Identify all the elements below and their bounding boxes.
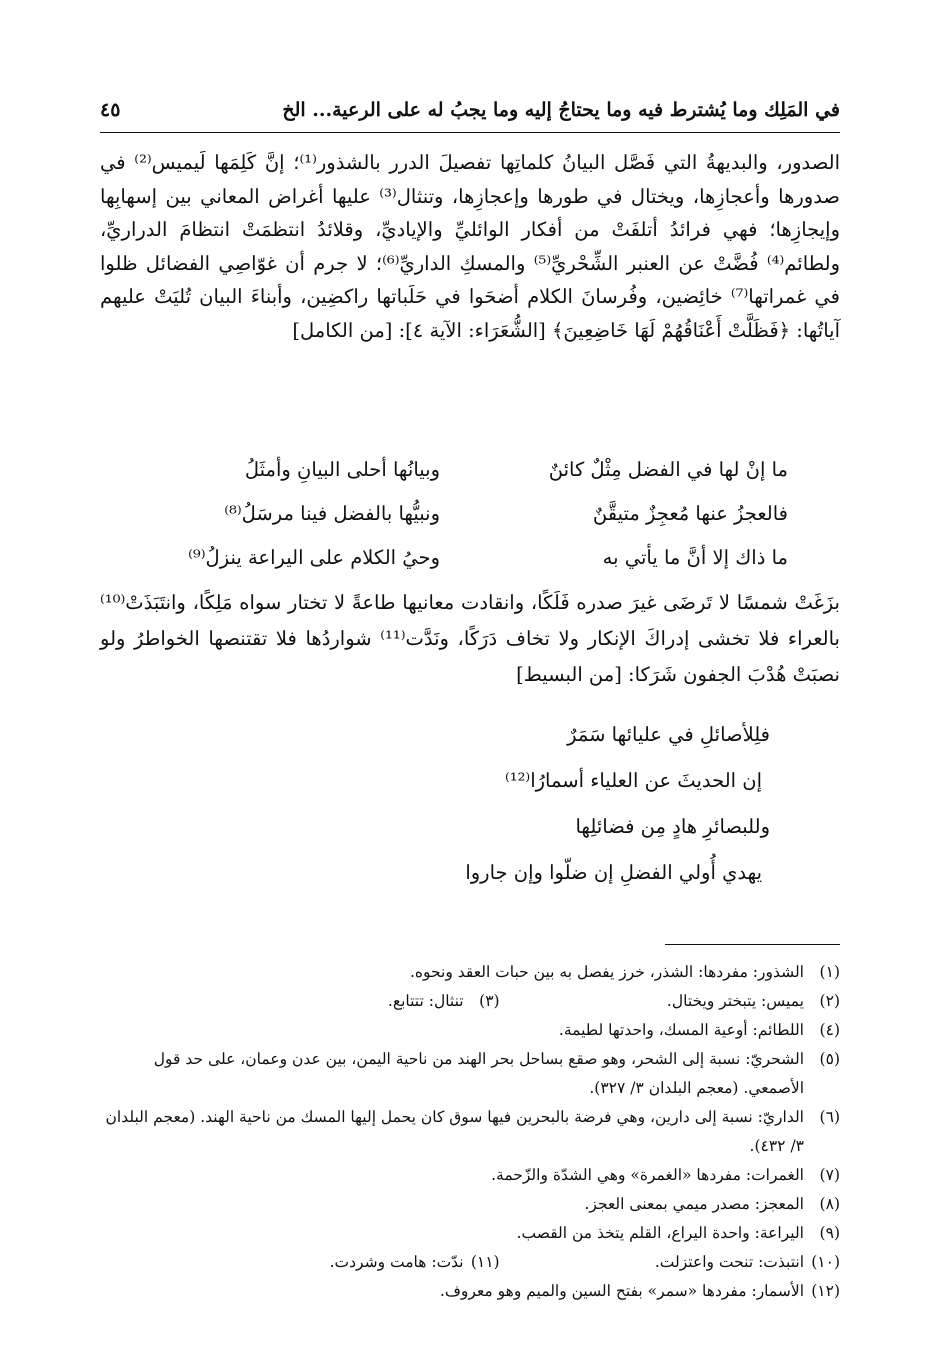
footnote-text: ندّت: هامت وشردت.	[329, 1253, 464, 1271]
main-text-block-1	[100, 146, 840, 347]
footnote-text: الداريّ: نسبة إلى دارين، وهي فرضة بالبحرين فيها سوق كان يحمل إليها المسك من ناحية الهند. (معجم البلدان ٣/ ٤٣٢).	[105, 1108, 804, 1155]
footnote-number: (٦)	[819, 1108, 840, 1126]
footnote-text: اللطائم: أوعية المسك، واحدتها لطيمة.	[558, 1021, 804, 1039]
footnote-number: (١٠)	[811, 1253, 840, 1271]
footnote-number: (٨)	[819, 1195, 840, 1213]
verse-first-hemistich: ما ذاك إلا أنَّ ما يأتي به	[602, 545, 788, 569]
footnote-text: الغمرات: مفردها «الغمرة» وهي الشدّة والزّحمة.	[491, 1166, 804, 1184]
footnote	[100, 1161, 840, 1190]
footnote-number: (٤)	[819, 1021, 840, 1039]
page-number: ٤٥	[100, 99, 121, 121]
footnotes	[100, 958, 840, 1306]
meter-label: [من الكامل]	[292, 318, 393, 342]
footnote-number: (٢)	[819, 992, 840, 1010]
poem-verse	[140, 447, 800, 491]
footnote	[100, 1103, 840, 1161]
footnote-number: (١٢)	[811, 1282, 840, 1300]
poem-line: وللبصائرِ هادٍ مِن فضائلِها	[575, 815, 770, 838]
meter-label: [من البسيط]	[516, 663, 622, 686]
verse-second-hemistich: ونبيُّها بالفضل فينا مرسَلُ⁽⁸⁾	[224, 501, 440, 525]
poem-line: إن الحديثَ عن العلياء أسمارُا⁽¹²⁾	[504, 769, 762, 792]
running-title: في المَلِك وما يُشترط فيه وما يحتاجُ إليه وما يجبُ له على الرعية... الخ	[282, 99, 840, 121]
footnote	[500, 1248, 840, 1277]
footnote-text: الأسمار: مفردها «سمر» بفتح السين والميم وهو معروف.	[439, 1282, 804, 1300]
footnote	[159, 987, 499, 1016]
poem-verse	[140, 535, 800, 579]
poem-verse	[140, 491, 800, 535]
verse-first-hemistich: فالعجزُ عنها مُعجِزٌ متيقَّنٌ	[592, 501, 788, 525]
footnote-number: (١)	[819, 963, 840, 981]
body-paragraph	[100, 146, 840, 347]
body-paragraph	[100, 585, 840, 693]
paragraph-text: الصدور، والبديهةُ التي فَصَّل البيانُ كلماتِها تفصيلَ الدرر بالشذور⁽¹⁾؛ إنَّ كَلِمَها لَيميس⁽²⁾ في صدورها وأعجازِها، ويختال في طورها وإعجازِها، وتنثال⁽³⁾ عليها أغراض المعاني بين إسهابِها وإيجازِها؛ فهي فرائدُ أتلفَتْ من أفكار الوائليِّ والإياديِّ، وقلائدُ انتظمَتْ انتظامَ الدراريِّ، ولطائم⁽⁴⁾ فُضَّتْ عن العنبر الشِّحْريِّ⁽⁵⁾ والمسكِ الداريِّ⁽⁶⁾؛ لا جرم أن غوّاصِي الفضائل ظلوا في غمراتها⁽⁷⁾ خائِضين، وفُرسانَ الكلام أضحَوا في حَلَباتها راكضِين، وأبناءَ البيان تُليَتْ عليهم آياتُها: ﴿فَظَلَّتْ أَعْنَاقُهُمْ لَهَا خَاضِعِينَ﴾ [الشُّعَرَاء: الآية ٤]:	[100, 151, 841, 342]
footnote-text: الشذور: مفردها: الشذر، خرز يفصل به بين حبات العقد ونحوه.	[409, 963, 804, 981]
footnote-text: انتبذت: تنحت واعتزلت.	[654, 1253, 804, 1271]
footnote-text: يميس: يتبختر ويختال.	[666, 992, 804, 1010]
footnote	[100, 1277, 840, 1306]
footnote-number: (١١)	[470, 1253, 500, 1271]
verse-second-hemistich: وبيانُها أحلى البيانِ وأمثَلُ	[244, 457, 440, 481]
footnote-number: (٩)	[819, 1224, 840, 1242]
poem-basit	[100, 712, 770, 896]
footnote	[500, 987, 840, 1016]
poem-line: فلِلأصائلِ في عليائها سَمَرٌ	[567, 723, 770, 746]
footnote	[100, 1045, 840, 1103]
footnote-text: اليراعة: واحدة اليراع، القلم يتخذ من القصب.	[516, 1224, 804, 1242]
running-header	[100, 90, 840, 130]
footnote-number: (٧)	[819, 1166, 840, 1184]
footnote-number: (٣)	[479, 992, 500, 1010]
footnote-text: الشحريّ: نسبة إلى الشحر، وهو صقع بساحل بحر الهند من ناحية اليمن، بين عدن وعمان، على حد قول الأصمعي. (معجم البلدان ٣/ ٣٢٧).	[153, 1050, 804, 1097]
footnote-pair	[100, 987, 840, 1016]
footnote-text: تنثال: تتتابع.	[387, 992, 464, 1010]
footnote-rule	[665, 944, 840, 945]
footnote-pair	[100, 1248, 840, 1277]
footnote	[100, 1016, 840, 1045]
footnote-number: (٥)	[819, 1050, 840, 1068]
poem-kamil	[140, 447, 800, 579]
verse-second-hemistich: وحيُ الكلام على اليراعة ينزلُ⁽⁹⁾	[188, 545, 440, 569]
paragraph-text: بزَغَتْ شمسًا لا تَرضَى غيرَ صدره فَلَكًا، وانقادت معانيها طاعةً لا تختار سواه مَلِكًا، وانتَبَذَتْ⁽¹⁰⁾ بالعراء فلا تخشى إدراكَ الإنكار ولا تخاف دَرَكًا، ونَدَّت⁽¹¹⁾ شواردُها فلا تقتنصها الخواطرُ ولو نصبَتْ هُدْبَ الجفون شَرَكا:	[100, 591, 840, 686]
footnote	[159, 1248, 499, 1277]
footnote	[100, 1190, 840, 1219]
main-text-block-2	[100, 585, 840, 693]
footnote-text: المعجز: مصدر ميمي بمعنى العجز.	[584, 1195, 804, 1213]
poem-line: يهدي أُولي الفضلِ إن ضلّوا وإن جاروا	[465, 861, 762, 884]
verse-first-hemistich: ما إنْ لها في الفضل مِثْلٌ كائنٌ	[548, 457, 788, 481]
footnote	[100, 1219, 840, 1248]
header-rule	[100, 132, 840, 133]
footnote	[100, 958, 840, 987]
